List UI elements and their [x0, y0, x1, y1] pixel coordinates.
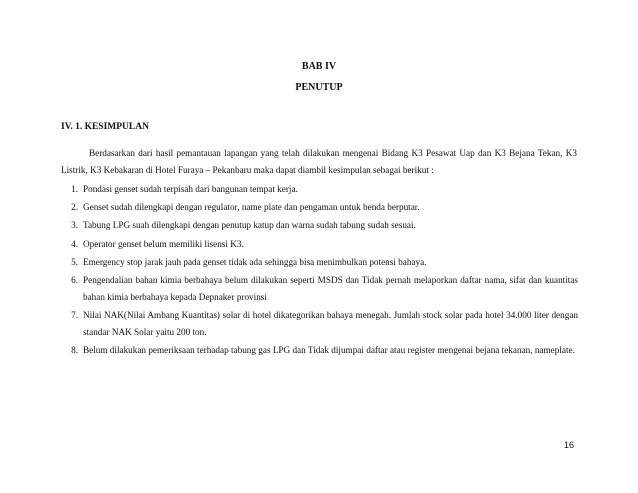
intro-paragraph: Berdasarkan dari hasil pemantauan lapangan yang telah dilakukan mengenai Bidang K3 Pesawat Uap dan K3 Bejana Tekan, K3 Listrik, K3 Kebakaran di Hotel Furaya – Pekanbaru maka dapat diambil kesimpulan sebagai berikut :	[61, 148, 577, 175]
list-item-number: 7.	[71, 310, 78, 321]
list-item-text: Pondasi genset sudah terpisah dari bangunan tempat kerja.	[83, 184, 298, 194]
list-item-number: 8.	[71, 345, 78, 356]
list-item-number: 2.	[71, 202, 78, 213]
list-item	[61, 217, 578, 234]
list-item-number: 5.	[71, 256, 78, 267]
list-item-text: Genset sudah dilengkapi dengan regulator, name plate dan pengaman untuk benda berputar.	[83, 202, 420, 213]
list-item	[61, 342, 578, 359]
section-heading: IV. 1. KESIMPULAN	[61, 122, 149, 132]
list-item	[61, 307, 578, 341]
list-item-number: 1.	[71, 184, 78, 194]
list-item-number: 3.	[71, 220, 78, 231]
chapter-number: BAB IV	[301, 61, 337, 72]
list-item-number: 4.	[71, 238, 78, 249]
page-number: 16	[564, 440, 575, 450]
list-item	[61, 199, 578, 216]
list-item	[61, 272, 578, 306]
list-item-number: 6.	[71, 274, 78, 285]
conclusion-list	[61, 181, 578, 361]
list-item-text: Nilai NAK(Nilai Ambang Kuantitas) solar di hotel dikategorikan bahaya menegah. Jumlah stock solar pada hotel 34.000 liter dengan standar NAK Solar yaitu 200 ton.	[83, 310, 578, 338]
list-item	[61, 236, 578, 253]
list-item-text: Belum dilakukan pemeriksaan terhadap tabung gas LPG dan Tidak dijumpai daftar atau register mengenai bejana tekanan, nameplate.	[83, 345, 575, 356]
chapter-title: PENUTUP	[295, 82, 343, 93]
list-item	[61, 181, 578, 198]
list-item-text: Pengendalian bahan kimia berbahaya belum dilakukan seperti MSDS dan Tidak pernah melaporkan daftar nama, sifat dan kuantitas bahan kimia berbahaya kepada Depnaker provinsi	[83, 274, 578, 302]
list-item-text: Tabung LPG suah dilengkapi dengan penutup katup dan warna sudah tabung sudah sesuai.	[83, 220, 416, 231]
list-item-text: Emergency stop jarak jauh pada genset tidak ada sehingga bisa menimbulkan potensi bahaya.	[83, 256, 427, 267]
list-item-text: Operator genset belum memiliki lisensi K3.	[83, 238, 244, 249]
list-item	[61, 254, 578, 271]
